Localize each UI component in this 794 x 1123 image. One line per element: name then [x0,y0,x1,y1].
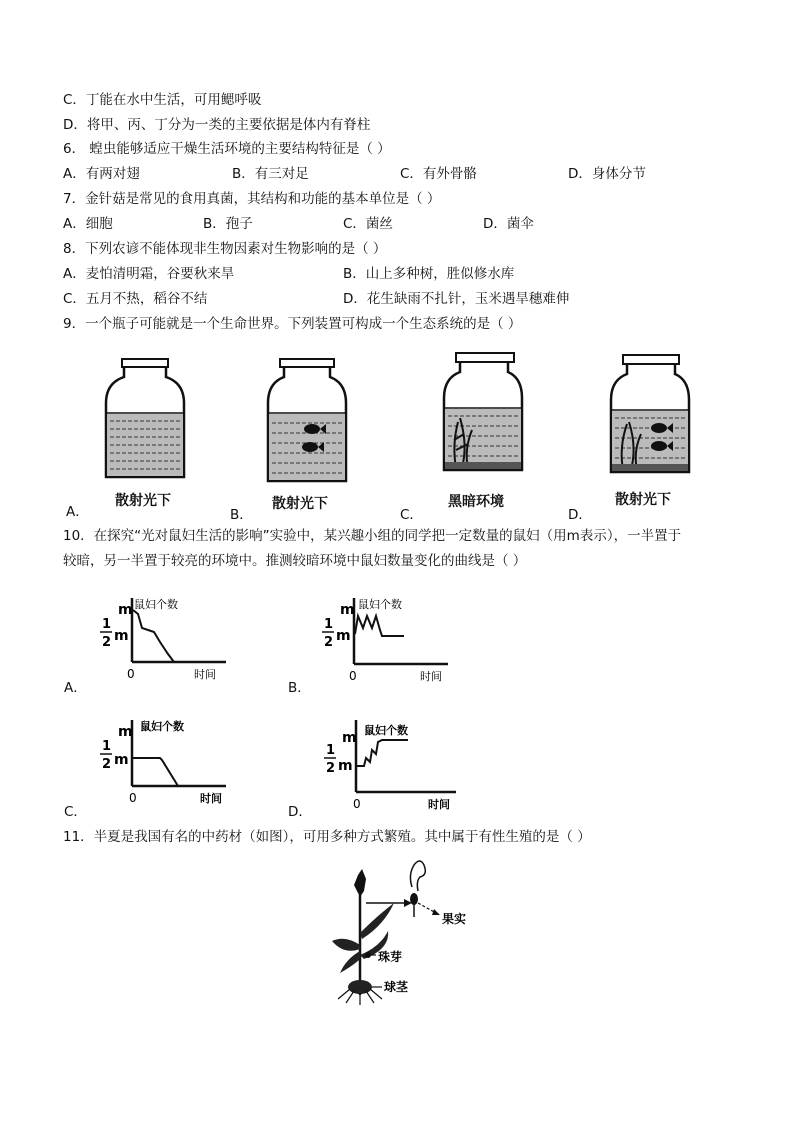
bulbil-label: 珠芽 [378,950,403,964]
q6-option-d: D．身体分节 [568,166,646,182]
graph-b-m-half: m [336,628,351,644]
graph-b-xlabel: 时间 [420,670,442,682]
graph-a [98,592,238,682]
q9-letter-a: A． [66,504,89,520]
pinellia-plant-figure [320,855,490,1005]
q9-letter-c: C． [400,507,423,523]
graph-c-half-den: 2 [102,757,112,772]
q7-option-c: C．菌丝 [343,216,393,232]
question-6: 6． 蝗虫能够适应干燥生活环境的主要结构特征是（ ） [63,141,391,157]
q10-letter-b: B． [288,680,311,696]
graph-c-zero: 0 [129,791,137,804]
graph-d-zero: 0 [353,797,361,810]
q9-caption-c: 黑暗环境 [448,494,504,510]
jar-a-figure [100,355,200,510]
graph-a-half-den: 2 [102,635,112,650]
q9-caption-b: 散射光下 [272,496,328,512]
graph-d [320,714,470,810]
question-11: 11．半夏是我国有名的中药材（如图），可用多种方式繁殖。其中属于有性生殖的是（ ） [63,829,591,845]
q6-option-b: B．有三对足 [232,166,309,182]
graph-a-xlabel: 时间 [194,668,216,681]
q7-option-b: B．孢子 [203,216,253,232]
question-8: 8．下列农谚不能体现非生物因素对生物影响的是（ ） [63,241,387,257]
q10-letter-d: D． [288,804,312,820]
question-10-line1: 10．在探究“光对鼠妇生活的影响”实验中，某兴趣小组的同学把一定数量的鼠妇（用m表示），一半置于 [63,528,682,544]
q9-letter-d: D． [568,507,592,523]
q8-option-c: C．五月不热，稻谷不结 [63,291,208,307]
q9-caption-d: 散射光下 [615,492,671,508]
question-7: 7．金针菇是常见的食用真菌，其结构和功能的基本单位是（ ） [63,191,441,207]
option-d-line: D．将甲、丙、丁分为一类的主要依据是体内有脊柱 [63,117,371,133]
q10-letter-c: C． [64,804,87,820]
graph-c-m-half: m [114,752,129,768]
jar-d-figure [605,352,705,487]
q8-option-b: B．山上多种树，胜似修水库 [343,266,515,282]
graph-d-half-num: 1 [326,743,336,758]
graph-d-half-den: 2 [326,761,336,776]
graph-d-m-half: m [338,758,353,774]
graph-d-m: m [342,730,357,746]
q9-caption-a: 散射光下 [115,493,171,509]
q8-option-d: D．花生缺雨不扎针，玉米遇旱穗难伸 [343,291,570,307]
fruit-label: 果实 [442,912,467,926]
graph-d-ylabel: 鼠妇个数 [364,724,408,737]
graph-c-xlabel: 时间 [200,792,222,804]
q9-letter-b: B． [230,507,253,523]
graph-b-ylabel: 鼠妇个数 [358,598,402,611]
q7-option-a: A．细胞 [63,216,113,232]
graph-a-m: m [118,602,133,618]
jar-c-figure [438,350,538,490]
graph-a-m-half: m [114,628,129,644]
q8-option-a: A．麦怕清明霜，谷要秋来旱 [63,266,235,282]
question-9: 9．一个瓶子可能就是一个生命世界。下列装置可构成一个生态系统的是（ ） [63,316,522,332]
graph-b-zero: 0 [349,669,357,682]
graph-b-m: m [340,602,355,618]
graph-c [98,714,238,804]
graph-b [320,592,460,682]
corm-label: 球茎 [384,980,409,994]
q7-option-d: D．菌伞 [483,216,534,232]
q10-letter-a: A． [64,680,87,696]
q6-option-a: A．有两对翅 [63,166,140,182]
q6-option-c: C．有外骨骼 [400,166,477,182]
option-c-line: C．丁能在水中生活，可用鳃呼吸 [63,92,262,108]
question-10-line2: 较暗，另一半置于较亮的环境中。推测较暗环境中鼠妇数量变化的曲线是（ ） [63,553,527,569]
graph-c-ylabel: 鼠妇个数 [140,720,184,733]
graph-c-half-num: 1 [102,739,112,754]
graph-b-half-den: 2 [324,635,334,650]
graph-a-zero: 0 [127,667,135,681]
graph-d-xlabel: 时间 [428,798,450,810]
graph-a-half-num: 1 [102,617,112,632]
jar-b-figure [262,355,362,490]
graph-b-half-num: 1 [324,617,334,632]
graph-c-m: m [118,724,133,740]
graph-a-ylabel: 鼠妇个数 [134,598,178,611]
